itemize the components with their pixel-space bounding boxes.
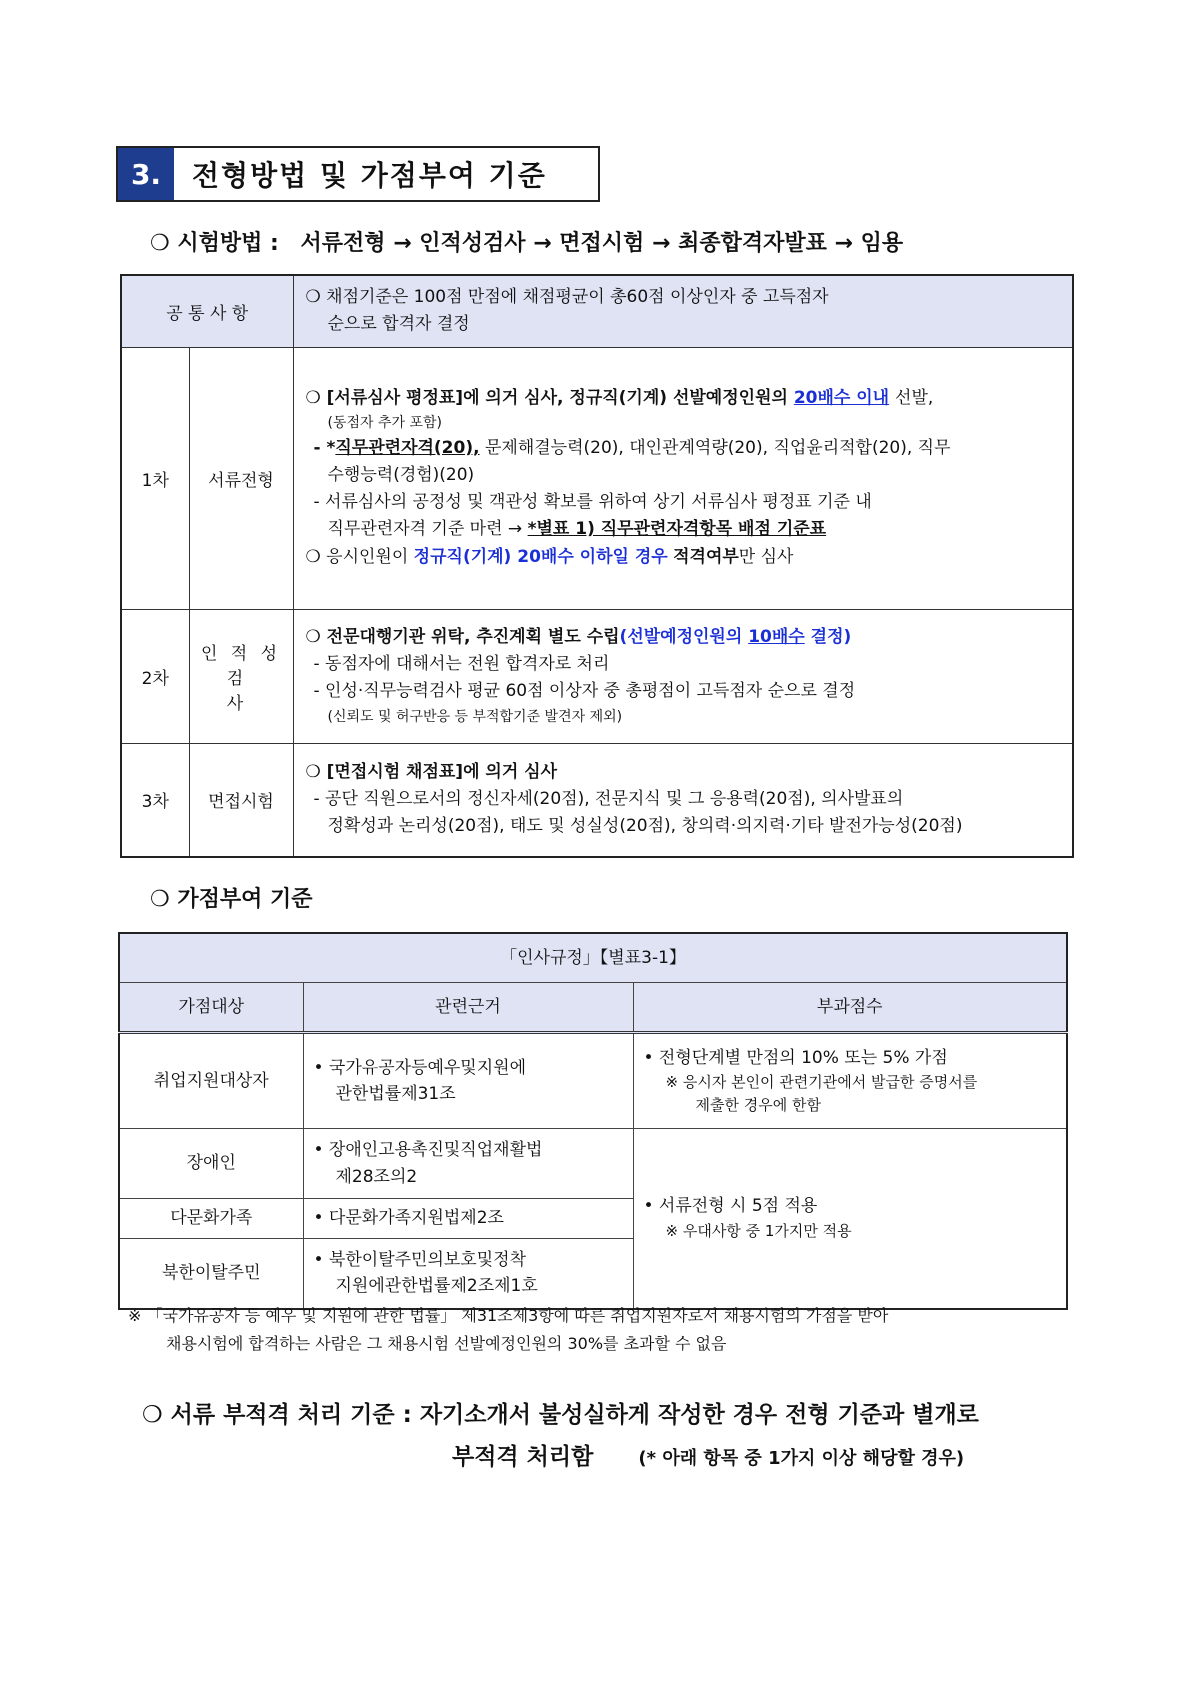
stage1-row bbox=[121, 347, 1073, 609]
target-cell: 다문화가족 bbox=[119, 1199, 303, 1239]
stage2-content: ❍ 전문대행기관 위탁, 추진계획 별도 수립(선발예정인원의 10배수 결정) - 동점자에 대해서는 전원 합격자로 처리 - 인성·직무능력검사 평균 60점 이상자 중 총평점이 고득점자 순으로 결정 (신뢰도 및 허구반응 등 부적합기준 발견자 제외) bbox=[293, 609, 1073, 743]
disqualify-line1: ❍ 서류 부적격 처리 기준 : 자기소개서 불성실하게 작성한 경우 전형 기준과 별개로 bbox=[142, 1402, 979, 1428]
basis-cell: • 장애인고용촉진및직업재활법 제28조의2 bbox=[303, 1129, 633, 1199]
stage2-round: 2차 bbox=[121, 609, 189, 743]
common-content: ❍ 채점기준은 100점 만점에 채점평균이 총60점 이상인자 중 고득점자 순으로 합격자 결정 bbox=[293, 275, 1073, 347]
section-number: 3. bbox=[118, 148, 174, 200]
selection-process-table bbox=[120, 274, 1074, 858]
basis-cell: • 국가유공자등예우및지원에 관한법률제31조 bbox=[303, 1033, 633, 1129]
footnote: ※ 「국가유공자 등 예우 및 지원에 관한 법률」 제31조제3항에 따른 취업지원자로서 채용시험의 가점을 받아 채용시험에 합격하는 사람은 그 채용시험 선발예정인원의 30%를 초과할 수 없음 bbox=[128, 1306, 889, 1353]
col-points: 부과점수 bbox=[633, 983, 1067, 1033]
bonus-table bbox=[118, 932, 1068, 1310]
stage1-round: 1차 bbox=[121, 347, 189, 609]
table-row bbox=[119, 1033, 1067, 1129]
target-cell: 취업지원대상자 bbox=[119, 1033, 303, 1129]
bonus-heading: ❍ 가점부여 기준 bbox=[150, 887, 313, 912]
stage3-row bbox=[121, 743, 1073, 857]
target-cell: 장애인 bbox=[119, 1129, 303, 1199]
col-target: 가점대상 bbox=[119, 983, 303, 1033]
stage1-content: ❍ [서류심사 평정표]에 의거 심사, 정규직(기계) 선발예정인원의 20배수 이내 선발, (동점자 추가 포함) - *직무관련자격(20), 문제해결능력(20), 대인관계역량(20), 직업윤리적합(20), 직무 수행능력(경험)(20) - 서류심사의 공정성 및 객관성 확보를 위하여 상기 서류심사 평정표 기준 내 직무관련자격 기준 마련 → *별표 1) 직무관련자격항목 배점 기준표 ❍ 응시인원이 정규직(기계) 20배수 이하일 경우 적격여부만 심사 bbox=[293, 347, 1073, 609]
col-basis: 관련근거 bbox=[303, 983, 633, 1033]
exam-method-line bbox=[150, 226, 903, 257]
section-title: 전형방법 및 가점부여 기준 bbox=[192, 159, 547, 192]
stage3-round: 3차 bbox=[121, 743, 189, 857]
stage2-row bbox=[121, 609, 1073, 743]
stage1-name: 서류전형 bbox=[189, 347, 293, 609]
stage3-name: 면접시험 bbox=[189, 743, 293, 857]
stage2-name: 인 적 성 검 사 bbox=[189, 609, 293, 743]
points-cell: • 서류전형 시 5점 적용 ※ 우대사항 중 1가지만 적용 bbox=[633, 1129, 1067, 1309]
points-cell: • 전형단계별 만점의 10% 또는 5% 가점 ※ 응시자 본인이 관련기관에서 발급한 증명서를 제출한 경우에 한함 bbox=[633, 1033, 1067, 1129]
basis-cell: • 다문화가족지원법제2조 bbox=[303, 1199, 633, 1239]
bonus-table-title: 「인사규정」【별표3-1】 bbox=[119, 933, 1067, 983]
basis-cell: • 북한이탈주민의보호및정착 지원에관한법률제2조제1호 bbox=[303, 1239, 633, 1309]
disqualify-line2: 부적격 처리함 (* 아래 항목 중 1가지 이상 해당할 경우) bbox=[452, 1444, 965, 1470]
stage3-content: ❍ [면접시험 채점표]에 의거 심사 - 공단 직원으로서의 정신자세(20점), 전문지식 및 그 응용력(20점), 의사발표의 정확성과 논리성(20점), 태도 및 성실성(20점), 창의력·의지력·기타 발전가능성(20점) bbox=[293, 743, 1073, 857]
common-row bbox=[121, 275, 1073, 347]
common-label: 공 통 사 항 bbox=[121, 275, 293, 347]
exam-method-flow: 서류전형 → 인적성검사 → 면접시험 → 최종합격자발표 → 임용 bbox=[300, 231, 904, 256]
table-row bbox=[119, 1129, 1067, 1199]
target-cell: 북한이탈주민 bbox=[119, 1239, 303, 1309]
exam-method-label: ❍ 시험방법 : bbox=[150, 231, 279, 256]
